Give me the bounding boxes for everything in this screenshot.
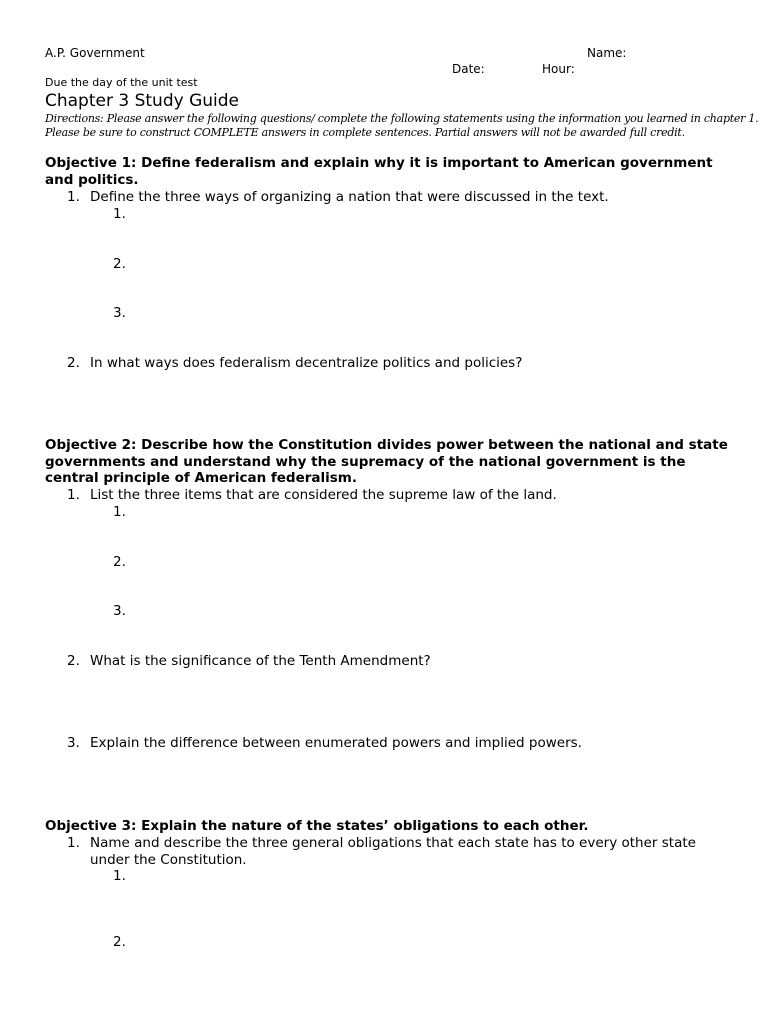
objective-2-question-1-number: 1. bbox=[67, 487, 80, 503]
objective-1-question-1-answer-3: 3. bbox=[113, 305, 126, 321]
objective-1-question-1-answer-2: 2. bbox=[113, 256, 126, 272]
objective-3-heading: Objective 3: Explain the nature of the states’ obligations to each other. bbox=[45, 818, 589, 834]
hour-label: Hour: bbox=[542, 62, 575, 76]
objective-1-question-1-answer-1: 1. bbox=[113, 206, 126, 222]
objective-2-question-1-text: List the three items that are considered the supreme law of the land. bbox=[90, 487, 557, 503]
objective-3-question-1-number: 1. bbox=[67, 835, 80, 851]
objective-1-heading: Objective 1: Define federalism and explain why it is important to American government and politics. bbox=[45, 155, 713, 188]
objective-3-question-1-text: Name and describe the three general obligations that each state has to every other state under the Constitution. bbox=[90, 835, 696, 868]
objective-3-question-1-answer-1: 1. bbox=[113, 868, 126, 884]
objective-3-question-1-answer-2: 2. bbox=[113, 934, 126, 950]
objective-1-question-1-text: Define the three ways of organizing a nation that were discussed in the text. bbox=[90, 189, 609, 205]
objective-1-question-2-number: 2. bbox=[67, 355, 80, 371]
objective-2-question-3-text: Explain the difference between enumerated powers and implied powers. bbox=[90, 735, 582, 751]
directions-line-1: Directions: Please answer the following questions/ complete the following statements using the information you learned in chapter 1. bbox=[45, 112, 759, 125]
date-label: Date: bbox=[452, 62, 485, 76]
objective-2-question-1-answer-2: 2. bbox=[113, 554, 126, 570]
objective-2-question-2-number: 2. bbox=[67, 653, 80, 669]
objective-2-heading: Objective 2: Describe how the Constitution divides power between the national and state governments and understand why the supremacy of the national government is the central principle of American federalism. bbox=[45, 437, 728, 486]
objective-2-question-1-answer-3: 3. bbox=[113, 603, 126, 619]
name-label: Name: bbox=[587, 46, 627, 60]
objective-2-question-1-answer-1: 1. bbox=[113, 504, 126, 520]
due-note: Due the day of the unit test bbox=[45, 76, 198, 89]
objective-2-question-2-text: What is the significance of the Tenth Amendment? bbox=[90, 653, 431, 669]
objective-2-question-3-number: 3. bbox=[67, 735, 80, 751]
page-title: Chapter 3 Study Guide bbox=[45, 91, 239, 111]
objective-1-question-2-text: In what ways does federalism decentralize politics and policies? bbox=[90, 355, 523, 371]
directions-line-2: Please be sure to construct COMPLETE answers in complete sentences. Partial answers will not be awarded full credit. bbox=[45, 126, 685, 139]
objective-1-question-1-number: 1. bbox=[67, 189, 80, 205]
course-name: A.P. Government bbox=[45, 46, 145, 60]
